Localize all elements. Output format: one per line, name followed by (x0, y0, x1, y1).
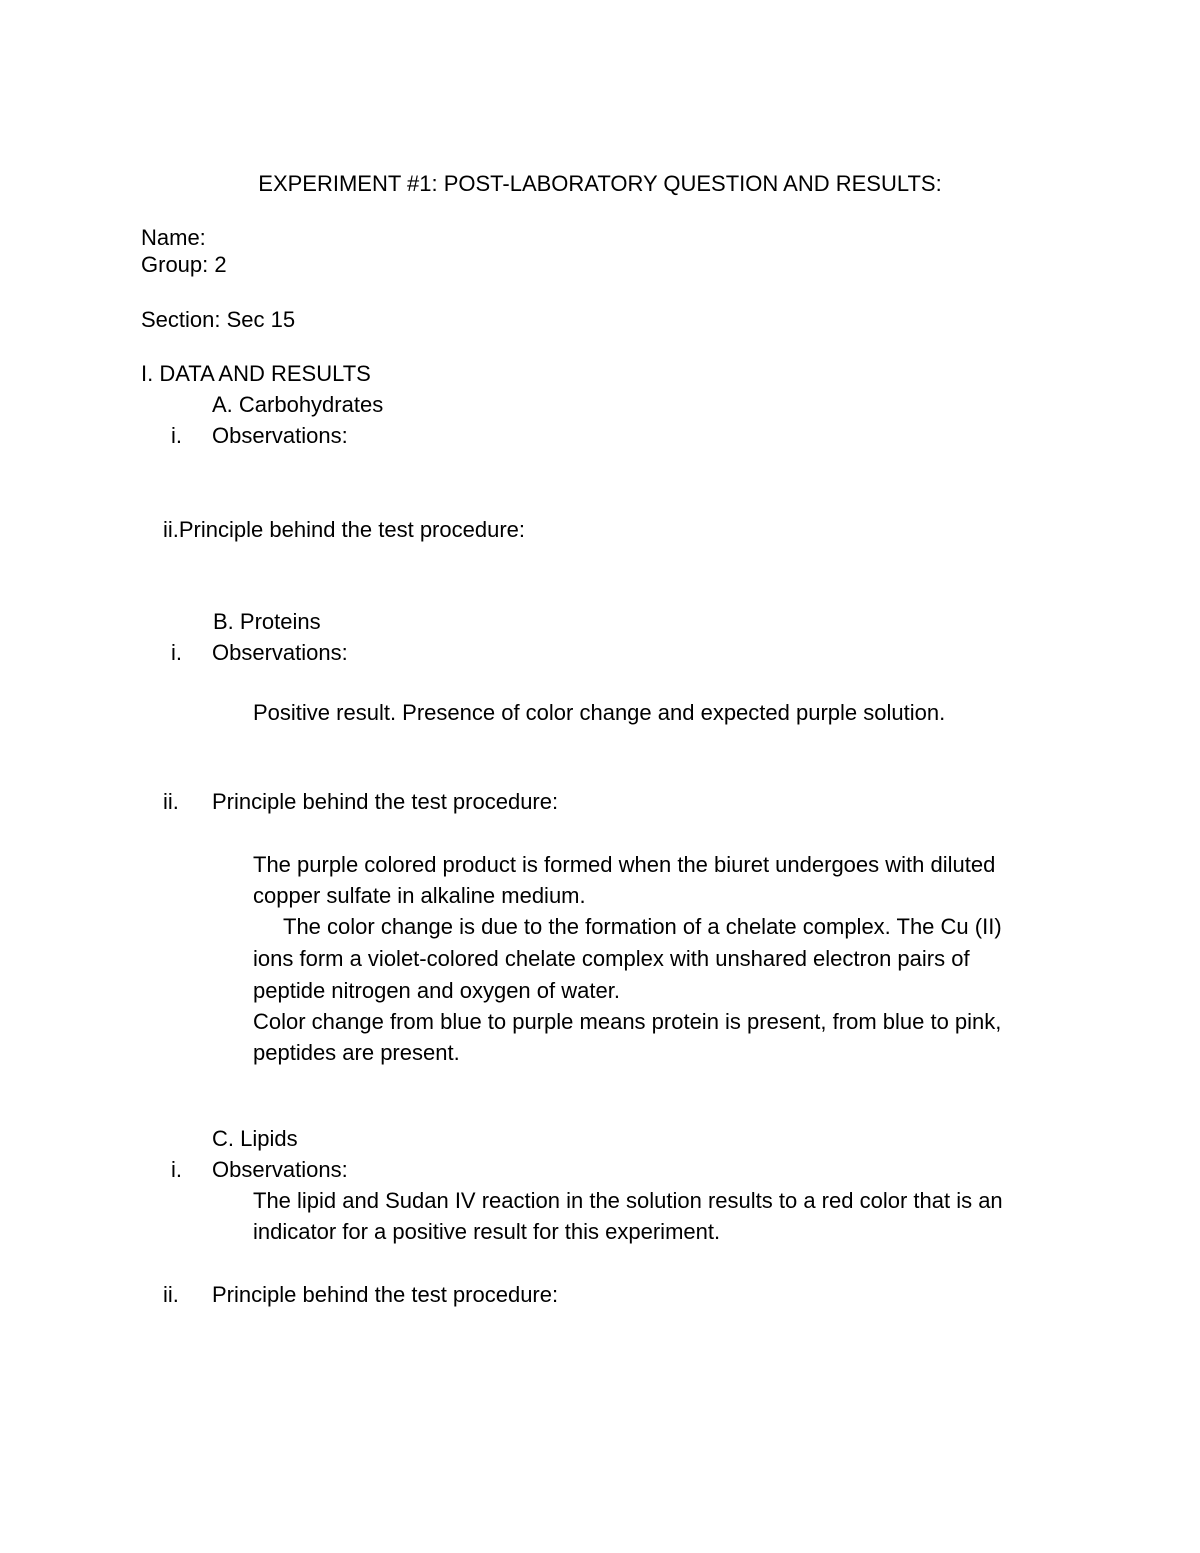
data-results-heading: I. DATA AND RESULTS (141, 361, 371, 386)
proteins-observations-text: Positive result. Presence of color change and expected purple solution. (253, 700, 946, 725)
lipids-heading: C. Lipids (212, 1126, 298, 1151)
carbohydrates-observations-marker: i. (171, 423, 182, 448)
proteins-principle-line: The purple colored product is formed when the biuret undergoes with diluted (253, 852, 996, 877)
carbohydrates-observations-label: Observations: (212, 423, 348, 448)
lipids-observations-line: indicator for a positive result for this experiment. (253, 1219, 721, 1244)
proteins-principle-line: peptide nitrogen and oxygen of water. (253, 978, 620, 1003)
proteins-principle-line: The color change is due to the formation of a chelate complex. The Cu (II) (283, 914, 1002, 939)
lipids-observations-line: The lipid and Sudan IV reaction in the solution results to a red color that is an (253, 1188, 1003, 1213)
proteins-principle-line: peptides are present. (253, 1040, 460, 1065)
group-line: Group: 2 (141, 252, 227, 277)
lipids-principle-marker: ii. (163, 1282, 179, 1307)
lipids-observations-marker: i. (171, 1157, 182, 1182)
proteins-principle-label: Principle behind the test procedure: (212, 789, 559, 814)
proteins-principle-line: Color change from blue to purple means protein is present, from blue to pink, (253, 1009, 1002, 1034)
proteins-principle-line: ions form a violet-colored chelate complex with unshared electron pairs of (253, 946, 970, 971)
proteins-heading: B. Proteins (213, 609, 321, 634)
lipids-observations-label: Observations: (212, 1157, 348, 1182)
proteins-observations-label: Observations: (212, 640, 348, 665)
proteins-observations-marker: i. (171, 640, 182, 665)
section-line: Section: Sec 15 (141, 307, 296, 332)
document-title: EXPERIMENT #1: POST-LABORATORY QUESTION AND RESULTS: (258, 171, 942, 196)
carbohydrates-principle-label: ii.Principle behind the test procedure: (163, 517, 525, 542)
lipids-principle-label: Principle behind the test procedure: (212, 1282, 559, 1307)
proteins-principle-line: copper sulfate in alkaline medium. (253, 883, 586, 908)
name-label: Name: (141, 225, 206, 250)
carbohydrates-heading: A. Carbohydrates (212, 392, 384, 417)
proteins-principle-marker: ii. (163, 789, 179, 814)
